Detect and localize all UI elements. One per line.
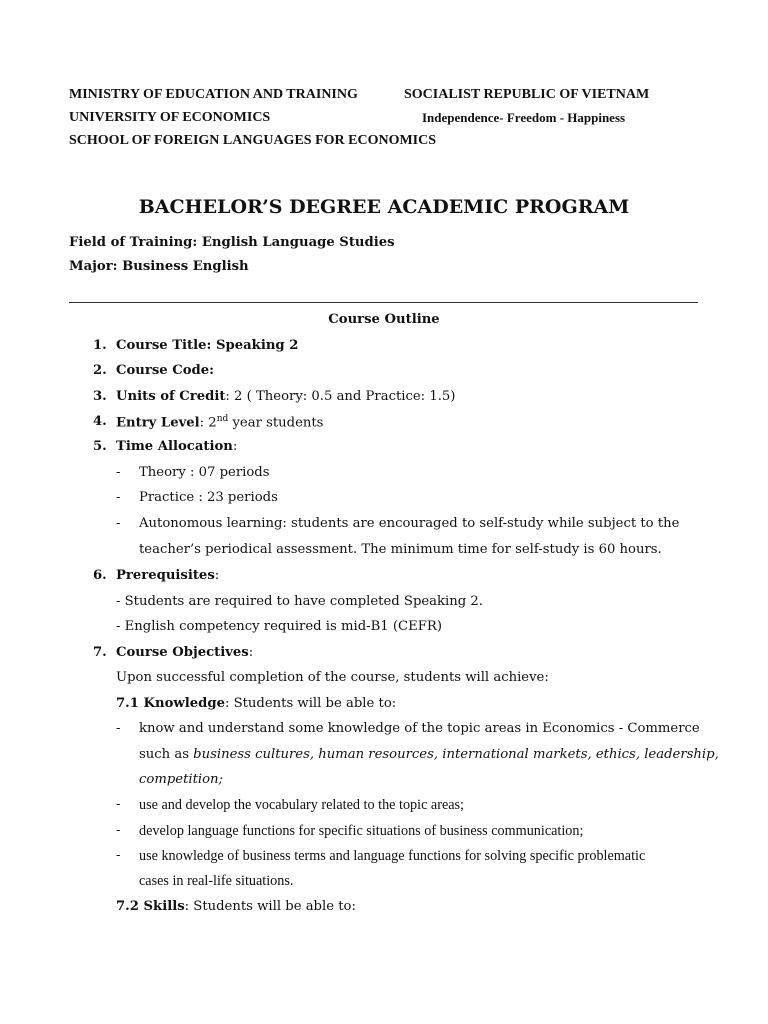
republic-header: SOCIALIST REPUBLIC OF VIETNAM [404,87,650,102]
item-number: 6. [93,568,107,583]
knowledge-1-end: competition; [139,772,223,787]
knowledge-4: use knowledge of business terms and language functions for solving specific problematic [139,848,646,864]
bullet-dash: - [116,797,121,812]
knowledge-1-plain: such as [139,747,194,762]
objectives-colon: : [248,645,254,660]
prerequisites [116,568,219,583]
course-title: Course Title: Speaking 2 [116,338,299,353]
item-number: 3. [93,389,107,404]
item-number: 5. [93,439,107,454]
knowledge-2: use and develop the vocabulary related to the topic areas; [139,797,464,813]
document-title: BACHELOR’S DEGREE ACADEMIC PROGRAM [138,196,630,218]
time-autonomous: Autonomous learning: students are encouraged to self-study while subject to the [139,516,680,531]
units-value: : 2 ( Theory: 0.5 and Practice: 1.5) [225,389,456,404]
knowledge-1-cont [139,747,719,762]
objectives-intro: Upon successful completion of the course, students will achieve: [116,670,549,685]
course-code: Course Code: [116,363,215,378]
knowledge-3: develop language functions for specific situations of business communication; [139,823,584,839]
knowledge-4-cont: cases in real-life situations. [139,873,294,889]
entry-value: : 2 [199,415,217,431]
bullet-dash: - [116,490,121,505]
time-autonomous-cont: teacher’s periodical assessment. The minimum time for self-study is 60 hours. [139,542,662,557]
major: Major: Business English [69,259,249,274]
motto-header: Independence- Freedom - Happiness [422,110,626,125]
bullet-dash: - [116,465,121,480]
objectives-label: Course Objectives [116,645,249,660]
item-number: 2. [93,363,107,378]
entry-label: Entry Level [116,415,200,431]
bullet-dash: - [116,721,121,736]
knowledge-label: 7.1 Knowledge [116,696,225,711]
bullet-dash: - [116,848,121,863]
item-number: 1. [93,338,107,353]
item-number: 7. [93,645,107,660]
bullet-dash: - [116,516,121,531]
divider [69,302,698,303]
entry-level [116,414,323,430]
skills-text: : Students will be able to: [184,899,356,914]
knowledge-text: : Students will be able to: [224,696,397,711]
outline-heading: Course Outline [328,312,440,327]
bullet-dash: - [116,823,121,838]
entry-value-post: year students [228,415,324,431]
skills-heading [116,899,356,914]
prereq-label: Prerequisites [116,568,215,583]
skills-label: 7.2 Skills [116,899,185,914]
ministry-header: MINISTRY OF EDUCATION AND TRAINING [69,87,358,102]
units-of-credit [116,389,455,404]
units-label: Units of Credit [116,389,226,404]
school-header: SCHOOL OF FOREIGN LANGUAGES FOR ECONOMICS [69,133,437,148]
time-allocation [116,439,237,454]
knowledge-1-topics: business cultures, human resources, international markets, ethics, leadership, [193,747,719,762]
prereq-2: - English competency required is mid-B1 (CEFR) [116,619,442,634]
knowledge-1: know and understand some knowledge of the topic areas in Economics - Commerce [139,721,700,736]
time-colon: : [232,439,238,454]
time-theory: Theory : 07 periods [139,465,270,480]
knowledge-heading [116,696,396,711]
prereq-colon: : [214,568,220,583]
university-header: UNIVERSITY OF ECONOMICS [69,110,271,125]
time-label: Time Allocation [116,439,233,454]
item-number: 4. [93,414,107,429]
entry-sup: nd [216,414,229,424]
course-objectives [116,645,253,660]
time-practice: Practice : 23 periods [139,490,278,505]
prereq-1: - Students are required to have completed Speaking 2. [116,594,483,609]
field-of-training: Field of Training: English Language Studies [69,235,395,250]
